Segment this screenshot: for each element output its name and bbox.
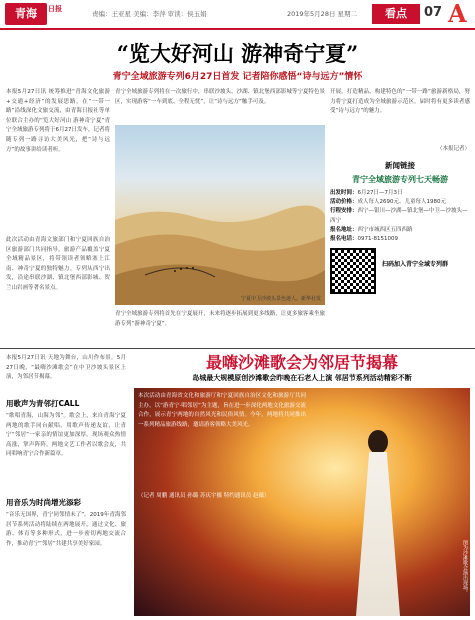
- stage-photo-text: 本次活动由青海省文化和旅游厅和宁夏回族自治区文化和旅游厅共同主办，以“游青宁·唱邻居”为主题，旨在进一步深化两地文化旅游交流合作，展示青宁两地的自然风光和民俗风情。今年，两地将共同推出一系列精品旅游线路，邀请游客领略大美风光。: [138, 393, 306, 428]
- article-1-column-3: 开展，打造精品、构建特色的“一带一路”旅游新格局，努力将宁夏打造成为全域旅游示范区。届时将有更多读者感受“诗与远方”的魅力。: [330, 89, 470, 115]
- issue-date: 2019年5月28日 星期二: [287, 10, 358, 18]
- stage-photo-caption: 图为沙滩歌会演出现场。: [462, 540, 468, 595]
- row-value: 6月27日—7月3日: [357, 190, 403, 196]
- row-key: 活动价格：: [330, 199, 358, 206]
- singer-dress: [356, 452, 400, 616]
- row-key: 报名电话：: [330, 236, 358, 243]
- qr-code-icon[interactable]: [330, 248, 376, 294]
- row-value: 0971-8151009: [357, 236, 398, 243]
- newspaper-logo-sub: 日报: [48, 5, 62, 13]
- article-1-headline: “览大好河山 游神奇宁夏”: [116, 41, 359, 66]
- row-key: 行程安排：: [330, 208, 358, 215]
- row-key: 出发时间：: [330, 190, 358, 196]
- article-1-column-2: 青宁全域旅游专列将在一次旅行中，串联沙坡头、沙湖、镇北堡西部影城等宁夏特色景区，实现游客“一车到底、全程无忧”，让“诗与远方”触手可及。: [115, 89, 325, 105]
- article-1-author: （本报记者）: [436, 146, 470, 152]
- section-divider: [0, 348, 475, 349]
- row-key: 报名地址：: [330, 226, 358, 233]
- article-1-column-1b: 此次活动由青海文旅部门和宁夏回族自治区旅游部门共同指导，旅游产品覆盖宁夏全域精品景区，将带领读者领略塞上江南、神奇宁夏的独特魅力。专列从西宁出发，沿途串联沙湖、镇北堡西部影城、贺兰山岩画等著名景点。: [6, 237, 110, 291]
- article-2-paragraph-1: “歌唱青海，山海为邻”。歌会上，来自青海宁夏两地的歌手同台献唱，用歌声传递友谊，让青宁“邻居”一家亲的情谊更加深厚。现场观众热情高涨，掌声阵阵。两地文艺工作者以歌会友，共同唱响青宁合作新篇章。: [6, 413, 126, 458]
- stage-photo-credit: （记者 周鹏 通讯员 孙璐 苏庆宇摄 特约通讯员 赵薇）: [138, 493, 270, 499]
- news-box-row: [330, 207, 470, 225]
- page-letter: A: [448, 0, 467, 28]
- news-box-label: 新闻链接: [385, 161, 415, 170]
- news-box-row: [330, 235, 470, 244]
- article-1-subhead: 青宁全域旅游专列6月27日首发 记者陪你感悟“诗与远方”情怀: [112, 72, 363, 82]
- article-2-lead: 本报5月27日讯 天地为舞台，山川作布景。5月27日晚，“最嗨沙滩歌会”在中卫沙坡头景区上演，为邻居节揭幕。: [6, 355, 126, 381]
- desert-landscape-illustration: [115, 125, 325, 305]
- desert-photo-caption: 宁夏中卫沙坡头景色迷人。新华社发: [240, 296, 321, 302]
- page-number: 07: [424, 5, 443, 20]
- row-value: 成人每人2690元、儿童每人1980元: [357, 199, 447, 206]
- desert-photo: [115, 125, 325, 305]
- newspaper-logo: 青海: [5, 3, 47, 25]
- editor-credits: 责编：王亚星 美编：李萍 审读：侯玉娟: [92, 10, 207, 18]
- news-box-title: 青宁全域旅游专列七天畅游: [352, 175, 448, 184]
- singer-figure: [348, 430, 408, 616]
- article-1-bottom-text: 青宁全域旅游专列将首先在宁夏展开，未来将逐步拓展到更多线路，让更多旅客乘坐旅游专列“游神奇宁夏”。: [115, 311, 325, 327]
- row-value: 西宁—银川—沙湖—镇北堡—中卫—沙坡头—西宁: [330, 208, 468, 224]
- news-link-box: [330, 160, 470, 310]
- row-value: 西宁市城西区五四西路: [357, 226, 413, 233]
- qr-caption: 扫码加入青宁全域专列群: [382, 261, 449, 268]
- article-2-subheading-2: 用音乐为时尚增光添彩: [6, 498, 81, 507]
- article-2-subhead: 岛城最大规模原创沙滩歌会昨晚在石老人上演 邻居节系列活动精彩不断: [192, 374, 412, 382]
- news-box-row: [330, 198, 470, 207]
- news-box-row: [330, 189, 470, 198]
- article-2-headline: 最嗨沙滩歌会为邻居节揭幕: [205, 353, 398, 372]
- singer-head: [368, 430, 388, 454]
- article-2-paragraph-2: “音乐无国界，青宁同邻情未了”。2019年青海邻居节系列活动将陆续在两地展开，通过文化、旅游、体育等多种形式，进一步密切两地交流合作，推动青宁“邻居”共建共享美好家园。: [6, 512, 126, 547]
- section-tag: 看点: [372, 4, 420, 24]
- article-1-column-1: 本报5月27日讯 统筹推进“青海文化旅游+交通+经济”的发展思路，在“一带一路”沿线深化文旅交流，由青海日报社等单位联合主办的“览大好河山 游神奇宁夏”青宁全域旅游专列将于6月27日发车，记者将随专列一路寻访大美风光，把“诗与远方”的故事讲给读者听。: [6, 89, 110, 153]
- masthead: [0, 0, 475, 30]
- article-2-subheading-1: 用歌声为青邻打CALL: [6, 399, 80, 408]
- news-box-row: [330, 226, 470, 235]
